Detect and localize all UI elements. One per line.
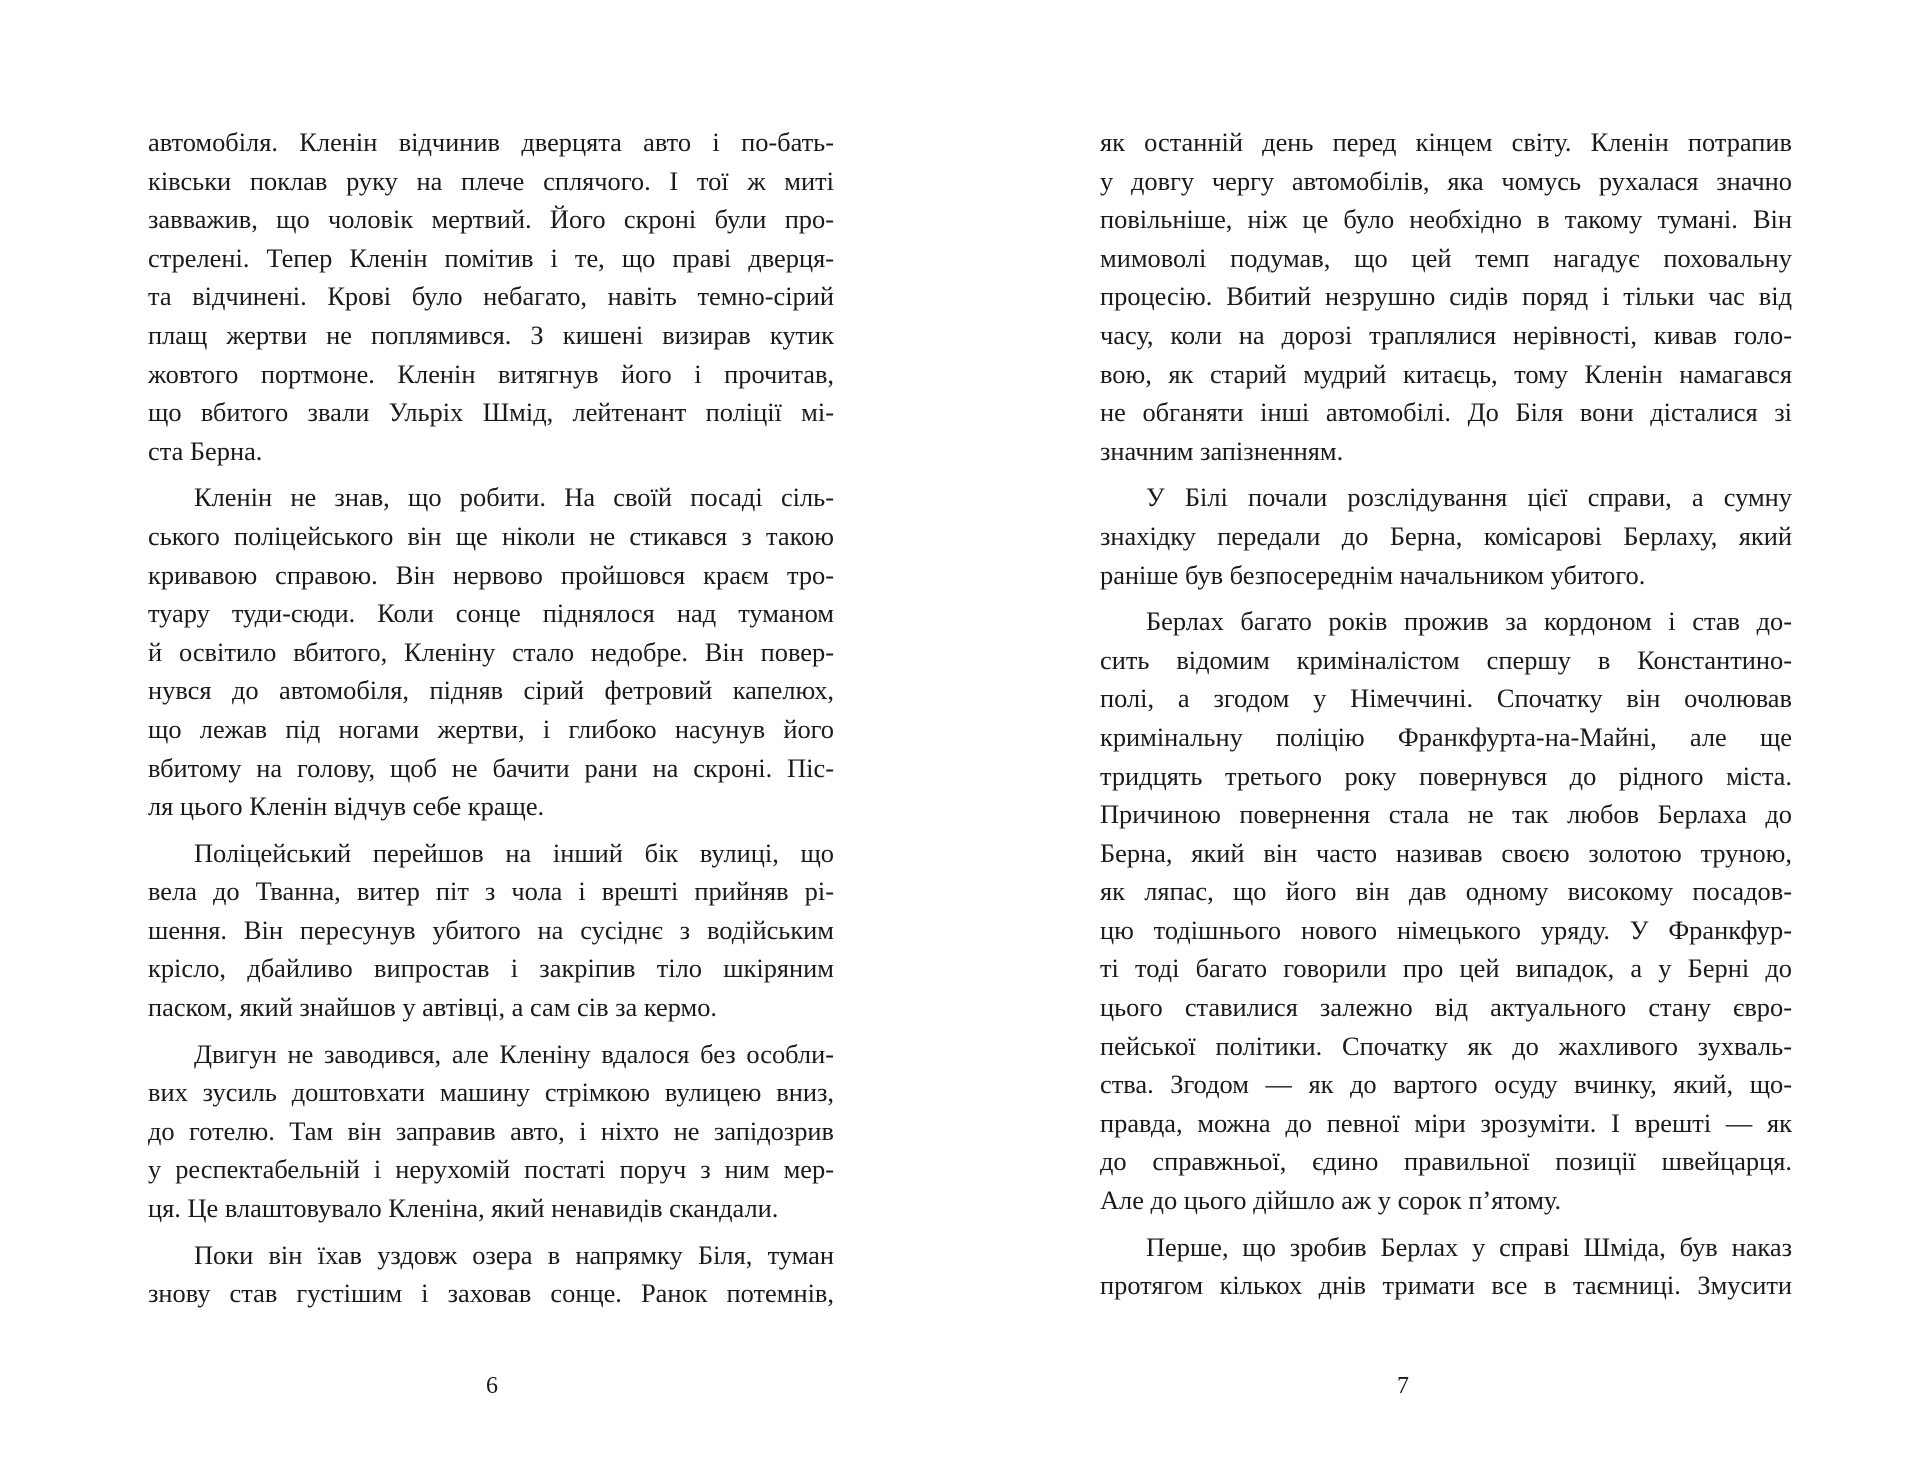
text-line: ста Берна. <box>148 435 263 466</box>
text-line: не обганяти інші автомобілі. До Біля вони дісталися зі <box>1100 397 1792 428</box>
text-line: знову став густішим і заховав сонце. Ранок потемнів, <box>148 1278 834 1309</box>
text-line: пейської політики. Спочатку як до жахливого зухваль- <box>1100 1030 1792 1061</box>
paragraph-gap <box>1100 594 1792 602</box>
paragraph <box>1100 123 1792 470</box>
paragraph-gap <box>1100 1220 1792 1228</box>
text-line: що вбитого звали Ульріх Шмід, лейтенант поліції мі- <box>148 397 834 428</box>
text-line: що лежав під ногами жертви, і глибоко насунув його <box>148 713 834 744</box>
right-page-number: 7 <box>1397 1373 1409 1399</box>
text-line: цього ставилися залежно від актуального стану євро- <box>1100 992 1792 1023</box>
text-line: тридцять третього року повернувся до рідного міста. <box>1100 760 1792 791</box>
paragraph <box>1100 1228 1792 1305</box>
text-line: знахідку передали до Берна, комісарові Берлаху, який <box>1100 520 1792 551</box>
text-line: кривавою справою. Він нервово пройшовся краєм тро- <box>148 559 834 590</box>
paragraph <box>148 123 834 470</box>
text-line: завважив, що чоловік мертвий. Його скроні були про- <box>148 204 834 235</box>
paragraph <box>1100 602 1792 1220</box>
paragraph-gap <box>148 470 834 478</box>
text-line: до справжньої, єдино правильної позиції швейцарця. <box>1100 1146 1792 1177</box>
text-line: туару туди-сюди. Коли сонце піднялося над туманом <box>148 598 834 629</box>
paragraph <box>1100 478 1792 594</box>
text-line: повільніше, ніж це було необхідно в такому тумані. Він <box>1100 204 1792 235</box>
text-line: ського поліцейського він ще ніколи не стикався з такою <box>148 520 834 551</box>
text-line: вою, як старий мудрий китаєць, тому Кленін намагався <box>1100 358 1792 389</box>
text-line: значним запізненням. <box>1100 435 1344 466</box>
text-line: цю тодішнього нового німецького уряду. У Франкфур- <box>1100 914 1792 945</box>
text-line: жовтого портмоне. Кленін витягнув його і прочитав, <box>148 358 834 389</box>
text-line: як останній день перед кінцем світу. Кленін потрапив <box>1100 127 1792 157</box>
paragraph-gap <box>148 1027 834 1035</box>
text-line: Причиною повернення стала не так любов Берлаха до <box>1100 799 1792 830</box>
text-line: Перше, що зробив Берлах у справі Шміда, був наказ <box>1146 1231 1792 1262</box>
text-line: Двигун не заводився, але Кленіну вдалося без особли- <box>194 1038 834 1069</box>
left-page-text <box>148 123 834 1313</box>
text-line: автомобіля. Кленін відчинив дверцята авто і по-бать- <box>148 127 834 157</box>
text-line: шення. Він пересунув убитого на сусіднє з водійським <box>148 914 834 945</box>
text-line: нувся до автомобіля, підняв сірий фетровий капелюх, <box>148 675 834 706</box>
text-line: ті тоді багато говорили про цей випадок, а у Берні до <box>1100 953 1792 984</box>
text-line: кримінальну поліцію Франкфурта-на-Майні, але ще <box>1100 721 1792 752</box>
text-line: полі, а згодом у Німеччині. Спочатку він очолював <box>1100 683 1792 714</box>
text-line: плащ жертви не поплямився. З кишені визирав кутик <box>148 319 834 350</box>
paragraph <box>148 834 834 1027</box>
text-line: ця. Це влаштовувало Кленіна, який ненавидів скандали. <box>148 1193 779 1224</box>
paragraph-gap <box>1100 470 1792 478</box>
paragraph <box>148 1236 834 1313</box>
text-line: крісло, дбайливо випростав і закріпив тіло шкіряним <box>148 953 834 984</box>
right-page-text <box>1100 123 1792 1305</box>
text-line: правда, можна до певної міри зрозуміти. І врешті — як <box>1100 1107 1792 1138</box>
text-line: Берна, який він часто називав своєю золотою труною, <box>1100 837 1792 868</box>
paragraph-gap <box>148 826 834 834</box>
text-line: Поліцейський перейшов на інший бік вулиці, що <box>194 837 834 868</box>
text-line: вела до Тванна, витер піт з чола і врешті прийняв рі- <box>148 876 834 907</box>
text-line: мимоволі подумав, що цей темп нагадує поховальну <box>1100 242 1792 273</box>
text-line: вих зусиль доштовхати машину стрімкою вулицею вниз, <box>148 1077 834 1108</box>
text-line: у респектабельній і нерухомій постаті поруч з ним мер- <box>148 1154 834 1185</box>
text-line: процесію. Вбитий незрушно сидів поряд і тільки час від <box>1100 281 1792 312</box>
paragraph <box>148 478 834 825</box>
text-line: стрелені. Тепер Кленін помітив і те, що праві дверця- <box>148 242 834 273</box>
text-line: Кленін не знав, що робити. На своїй посаді сіль- <box>194 482 834 513</box>
text-line: вбитому на голову, щоб не бачити рани на скроні. Піс- <box>148 752 834 783</box>
text-line: паском, який знайшов у автівці, а сам сів за кермо. <box>148 992 718 1023</box>
text-line: ля цього Кленін відчув себе краще. <box>148 791 545 822</box>
right-page <box>960 0 1920 1477</box>
text-line: сить відомим криміналістом спершу в Константино- <box>1100 644 1792 675</box>
text-line: та відчинені. Крові було небагато, навіть темно-сірий <box>148 281 834 312</box>
text-line: у довгу чергу автомобілів, яка чомусь рухалася значно <box>1100 165 1792 196</box>
text-line: Поки він їхав уздовж озера в напрямку Біля, туман <box>194 1239 834 1270</box>
paragraph <box>148 1035 834 1228</box>
text-line: Берлах багато років прожив за кордоном і став до- <box>1146 606 1792 637</box>
text-line: У Білі почали розслідування цієї справи, а сумну <box>1146 482 1792 513</box>
text-line: як ляпас, що його він дав одному високому посадов- <box>1100 876 1792 907</box>
left-page-number: 6 <box>486 1373 498 1399</box>
text-line: й освітило вбитого, Кленіну стало недобре. Він повер- <box>148 636 834 667</box>
text-line: до готелю. Там він заправив авто, і ніхто не запідозрив <box>148 1115 834 1146</box>
text-line: часу, коли на дорозі траплялися нерівності, кивав голо- <box>1100 319 1792 350</box>
paragraph-gap <box>148 1228 834 1236</box>
text-line: Але до цього дійшло аж у сорок п’ятому. <box>1100 1185 1562 1216</box>
text-line: раніше був безпосереднім начальником убитого. <box>1100 559 1646 590</box>
text-line: ківськи поклав руку на плече сплячого. І тої ж миті <box>148 165 834 196</box>
text-line: ства. Згодом — як до вартого осуду вчинку, який, що- <box>1100 1069 1792 1100</box>
text-line: протягом кількох днів тримати все в таємниці. Змусити <box>1100 1270 1792 1301</box>
